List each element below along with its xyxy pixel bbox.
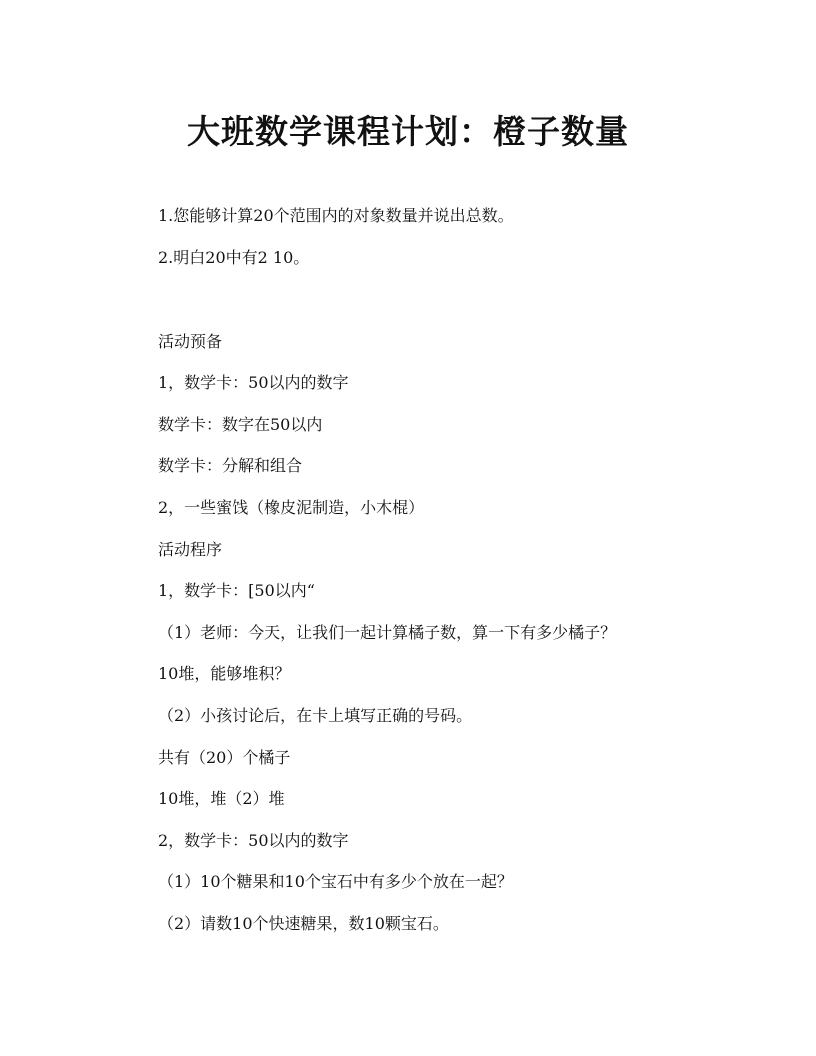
objective-2: 2.明白20中有2 10。	[158, 248, 310, 267]
procedure-item-2: （1）老师：今天，让我们一起计算橘子数，算一下有多少橘子？	[158, 623, 617, 642]
procedure-item-9: （2）请数10个快速糖果，数10颗宝石。	[158, 914, 449, 933]
procedure-heading: 活动程序	[158, 540, 223, 559]
procedure-item-4: （2）小孩讨论后，在卡上填写正确的号码。	[158, 706, 473, 725]
procedure-item-3: 10堆，能够堆积？	[158, 664, 291, 683]
procedure-item-6: 10堆，堆（2）堆	[158, 789, 285, 808]
document-title: 大班数学课程计划：橙子数量	[187, 112, 629, 151]
procedure-item-8: （1）10个糖果和10个宝石中有多少个放在一起？	[158, 872, 513, 891]
objective-1: 1.您能够计算20个范围内的对象数量并说出总数。	[158, 206, 514, 225]
preparation-item-1: 1，数学卡：50以内的数字	[158, 373, 349, 392]
preparation-item-3: 数学卡：分解和组合	[158, 456, 303, 475]
preparation-item-4: 2，一些蜜饯（橡皮泥制造，小木棍）	[158, 498, 425, 517]
preparation-item-2: 数学卡：数字在50以内	[158, 415, 323, 434]
procedure-item-7: 2，数学卡：50以内的数字	[158, 831, 349, 850]
preparation-heading: 活动预备	[158, 332, 223, 351]
procedure-item-1: 1，数学卡：[50以内“	[158, 581, 315, 600]
procedure-item-5: 共有（20）个橘子	[158, 748, 291, 767]
